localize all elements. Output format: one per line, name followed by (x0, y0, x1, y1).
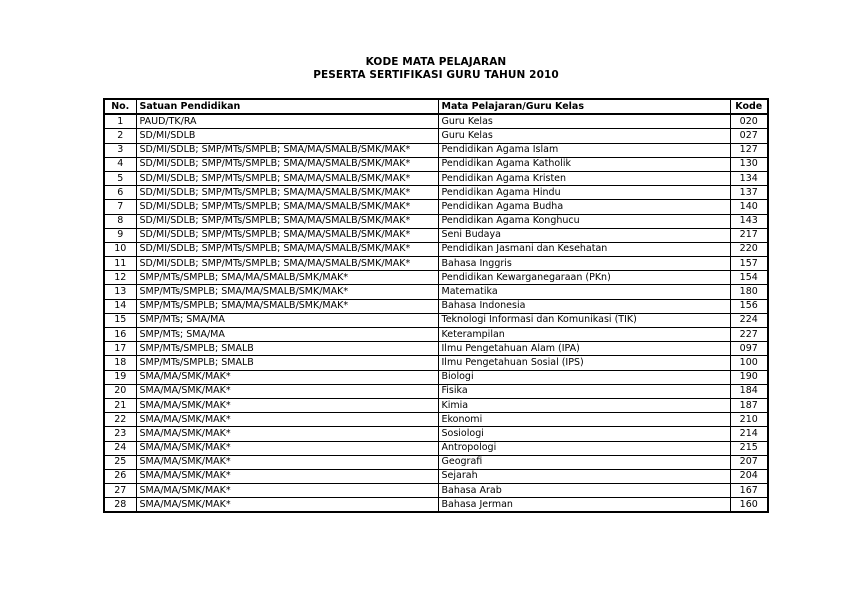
cell-satuan-pendidikan: SD/MI/SDLB; SMP/MTs/SMPLB; SMA/MA/SMALB/SMK/MAK* (136, 143, 438, 157)
table-row (104, 242, 768, 256)
table-row (104, 370, 768, 384)
table-row (104, 384, 768, 398)
cell-satuan-pendidikan: SD/MI/SDLB; SMP/MTs/SMPLB; SMA/MA/SMALB/SMK/MAK* (136, 200, 438, 214)
cell-mata-pelajaran: Pendidikan Agama Konghucu (438, 214, 730, 228)
cell-kode: 137 (730, 186, 768, 200)
cell-mata-pelajaran: Teknologi Informasi dan Komunikasi (TIK) (438, 313, 730, 327)
cell-mata-pelajaran: Bahasa Jerman (438, 498, 730, 513)
document-subtitle: PESERTA SERTIFIKASI GURU TAHUN 2010 (313, 69, 559, 81)
cell-no: 10 (104, 242, 136, 256)
cell-kode: 140 (730, 200, 768, 214)
cell-kode: 130 (730, 157, 768, 171)
table-row (104, 285, 768, 299)
table-row (104, 441, 768, 455)
cell-satuan-pendidikan: SMP/MTs/SMPLB; SMA/MA/SMALB/SMK/MAK* (136, 299, 438, 313)
cell-mata-pelajaran: Guru Kelas (438, 129, 730, 143)
cell-kode: 154 (730, 271, 768, 285)
table-header-row (104, 99, 768, 114)
cell-mata-pelajaran: Pendidikan Agama Kristen (438, 171, 730, 185)
table-row (104, 257, 768, 271)
cell-kode: 190 (730, 370, 768, 384)
cell-satuan-pendidikan: PAUD/TK/RA (136, 114, 438, 129)
table-row (104, 271, 768, 285)
cell-kode: 187 (730, 398, 768, 412)
cell-no: 17 (104, 342, 136, 356)
cell-mata-pelajaran: Pendidikan Agama Katholik (438, 157, 730, 171)
cell-no: 16 (104, 328, 136, 342)
cell-kode: 097 (730, 342, 768, 356)
cell-satuan-pendidikan: SMA/MA/SMK/MAK* (136, 370, 438, 384)
table-row (104, 129, 768, 143)
header-no: No. (104, 99, 136, 114)
cell-no: 6 (104, 186, 136, 200)
table-row (104, 200, 768, 214)
cell-mata-pelajaran: Guru Kelas (438, 114, 730, 129)
cell-mata-pelajaran: Geografi (438, 455, 730, 469)
cell-kode: 204 (730, 469, 768, 483)
cell-satuan-pendidikan: SD/MI/SDLB; SMP/MTs/SMPLB; SMA/MA/SMALB/SMK/MAK* (136, 228, 438, 242)
table-row (104, 356, 768, 370)
cell-mata-pelajaran: Bahasa Indonesia (438, 299, 730, 313)
cell-satuan-pendidikan: SMP/MTs/SMPLB; SMALB (136, 356, 438, 370)
cell-mata-pelajaran: Pendidikan Agama Budha (438, 200, 730, 214)
cell-no: 26 (104, 469, 136, 483)
cell-no: 1 (104, 114, 136, 129)
cell-satuan-pendidikan: SMA/MA/SMK/MAK* (136, 413, 438, 427)
cell-kode: 027 (730, 129, 768, 143)
cell-mata-pelajaran: Seni Budaya (438, 228, 730, 242)
cell-satuan-pendidikan: SMP/MTs; SMA/MA (136, 313, 438, 327)
table-row (104, 186, 768, 200)
table-row (104, 455, 768, 469)
cell-no: 22 (104, 413, 136, 427)
cell-no: 28 (104, 498, 136, 513)
cell-kode: 217 (730, 228, 768, 242)
cell-kode: 160 (730, 498, 768, 513)
table-row (104, 228, 768, 242)
cell-satuan-pendidikan: SMP/MTs/SMPLB; SMA/MA/SMALB/SMK/MAK* (136, 285, 438, 299)
table-row (104, 143, 768, 157)
document-title: KODE MATA PELAJARAN (365, 56, 507, 68)
table-row (104, 469, 768, 483)
cell-mata-pelajaran: Keterampilan (438, 328, 730, 342)
cell-satuan-pendidikan: SMA/MA/SMK/MAK* (136, 441, 438, 455)
cell-mata-pelajaran: Biologi (438, 370, 730, 384)
cell-kode: 167 (730, 484, 768, 498)
cell-kode: 184 (730, 384, 768, 398)
cell-satuan-pendidikan: SMP/MTs/SMPLB; SMALB (136, 342, 438, 356)
cell-mata-pelajaran: Ekonomi (438, 413, 730, 427)
table-row (104, 171, 768, 185)
cell-mata-pelajaran: Fisika (438, 384, 730, 398)
cell-mata-pelajaran: Sejarah (438, 469, 730, 483)
cell-satuan-pendidikan: SD/MI/SDLB (136, 129, 438, 143)
cell-no: 11 (104, 257, 136, 271)
cell-no: 19 (104, 370, 136, 384)
cell-no: 7 (104, 200, 136, 214)
cell-kode: 180 (730, 285, 768, 299)
cell-mata-pelajaran: Pendidikan Kewarganegaraan (PKn) (438, 271, 730, 285)
cell-no: 5 (104, 171, 136, 185)
table-row (104, 299, 768, 313)
cell-kode: 020 (730, 114, 768, 129)
cell-no: 21 (104, 398, 136, 412)
cell-satuan-pendidikan: SMA/MA/SMK/MAK* (136, 498, 438, 513)
table-row (104, 157, 768, 171)
cell-satuan-pendidikan: SD/MI/SDLB; SMP/MTs/SMPLB; SMA/MA/SMALB/SMK/MAK* (136, 214, 438, 228)
cell-kode: 214 (730, 427, 768, 441)
table-row (104, 398, 768, 412)
cell-satuan-pendidikan: SMA/MA/SMK/MAK* (136, 469, 438, 483)
cell-mata-pelajaran: Kimia (438, 398, 730, 412)
cell-kode: 156 (730, 299, 768, 313)
cell-kode: 207 (730, 455, 768, 469)
cell-kode: 100 (730, 356, 768, 370)
table-row (104, 427, 768, 441)
cell-kode: 143 (730, 214, 768, 228)
cell-kode: 220 (730, 242, 768, 256)
cell-no: 13 (104, 285, 136, 299)
cell-no: 25 (104, 455, 136, 469)
table-row (104, 328, 768, 342)
cell-no: 14 (104, 299, 136, 313)
table-row (104, 484, 768, 498)
cell-kode: 227 (730, 328, 768, 342)
cell-no: 8 (104, 214, 136, 228)
cell-satuan-pendidikan: SD/MI/SDLB; SMP/MTs/SMPLB; SMA/MA/SMALB/SMK/MAK* (136, 242, 438, 256)
cell-no: 27 (104, 484, 136, 498)
cell-satuan-pendidikan: SMA/MA/SMK/MAK* (136, 484, 438, 498)
header-kode: Kode (730, 99, 768, 114)
cell-mata-pelajaran: Bahasa Inggris (438, 257, 730, 271)
header-mata-pelajaran: Mata Pelajaran/Guru Kelas (438, 99, 730, 114)
cell-no: 4 (104, 157, 136, 171)
cell-no: 24 (104, 441, 136, 455)
cell-satuan-pendidikan: SMP/MTs; SMA/MA (136, 328, 438, 342)
cell-mata-pelajaran: Pendidikan Agama Hindu (438, 186, 730, 200)
cell-kode: 215 (730, 441, 768, 455)
cell-satuan-pendidikan: SMA/MA/SMK/MAK* (136, 384, 438, 398)
cell-no: 3 (104, 143, 136, 157)
table-body (104, 114, 768, 512)
cell-no: 18 (104, 356, 136, 370)
table-row (104, 413, 768, 427)
cell-satuan-pendidikan: SD/MI/SDLB; SMP/MTs/SMPLB; SMA/MA/SMALB/SMK/MAK* (136, 186, 438, 200)
cell-kode: 224 (730, 313, 768, 327)
cell-no: 12 (104, 271, 136, 285)
header-satuan-pendidikan: Satuan Pendidikan (136, 99, 438, 114)
cell-kode: 157 (730, 257, 768, 271)
cell-satuan-pendidikan: SMA/MA/SMK/MAK* (136, 455, 438, 469)
table-row (104, 342, 768, 356)
cell-satuan-pendidikan: SD/MI/SDLB; SMP/MTs/SMPLB; SMA/MA/SMALB/SMK/MAK* (136, 157, 438, 171)
table-row (104, 498, 768, 513)
cell-mata-pelajaran: Ilmu Pengetahuan Sosial (IPS) (438, 356, 730, 370)
cell-no: 9 (104, 228, 136, 242)
cell-kode: 210 (730, 413, 768, 427)
cell-no: 2 (104, 129, 136, 143)
cell-satuan-pendidikan: SD/MI/SDLB; SMP/MTs/SMPLB; SMA/MA/SMALB/SMK/MAK* (136, 257, 438, 271)
table-row (104, 214, 768, 228)
cell-mata-pelajaran: Ilmu Pengetahuan Alam (IPA) (438, 342, 730, 356)
cell-no: 15 (104, 313, 136, 327)
subject-code-table (103, 98, 769, 513)
table-row (104, 313, 768, 327)
cell-mata-pelajaran: Pendidikan Agama Islam (438, 143, 730, 157)
cell-satuan-pendidikan: SD/MI/SDLB; SMP/MTs/SMPLB; SMA/MA/SMALB/SMK/MAK* (136, 171, 438, 185)
cell-satuan-pendidikan: SMP/MTs/SMPLB; SMA/MA/SMALB/SMK/MAK* (136, 271, 438, 285)
cell-kode: 134 (730, 171, 768, 185)
cell-mata-pelajaran: Bahasa Arab (438, 484, 730, 498)
cell-satuan-pendidikan: SMA/MA/SMK/MAK* (136, 398, 438, 412)
cell-mata-pelajaran: Sosiologi (438, 427, 730, 441)
cell-mata-pelajaran: Antropologi (438, 441, 730, 455)
cell-mata-pelajaran: Pendidikan Jasmani dan Kesehatan (438, 242, 730, 256)
cell-mata-pelajaran: Matematika (438, 285, 730, 299)
cell-no: 20 (104, 384, 136, 398)
cell-kode: 127 (730, 143, 768, 157)
cell-satuan-pendidikan: SMA/MA/SMK/MAK* (136, 427, 438, 441)
cell-no: 23 (104, 427, 136, 441)
table-row (104, 114, 768, 129)
